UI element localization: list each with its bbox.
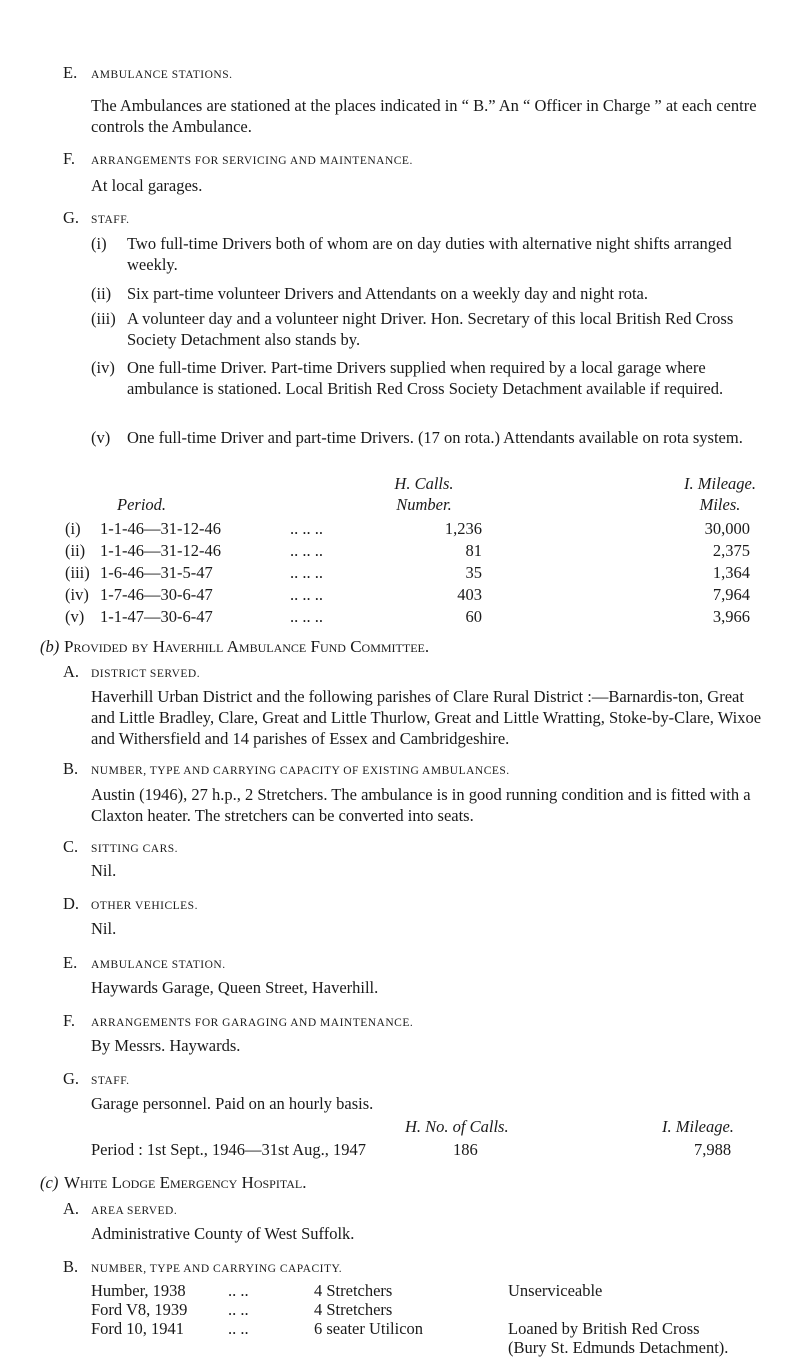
row-miles: 2,375 (712, 541, 750, 560)
vehicle-note: Loaned by British Red Cross (508, 1319, 700, 1338)
vehicle-leader-dots: .. .. (228, 1281, 249, 1300)
row-leader-dots: .. .. .. (290, 563, 323, 582)
table-col-miles: Miles. (699, 495, 741, 514)
heading-sitting-cars: SITTING CARS. (91, 843, 179, 855)
row-calls: 403 (457, 585, 482, 604)
row-period: 1-1-47—30-6-47 (100, 607, 213, 626)
section-letter-b: B. (63, 759, 79, 778)
staff-item-num: (ii) (91, 284, 112, 303)
ambulance-stations-text: The Ambulances are stationed at the places indicated in “ B.” An “ Officer in Charge ” at each centre controls the Ambulance. (91, 96, 757, 136)
section-letter-c: C. (63, 837, 79, 856)
row-period: 1-7-46—30-6-47 (100, 585, 213, 604)
part-b-title: Provided by Haverhill Ambulance Fund Committee. (64, 637, 430, 656)
staff-item-text: One full-time Driver and part-time Drivers. (17 on rota.) Attendants available on rota system. (127, 428, 743, 447)
staff-period: Period : 1st Sept., 1946—31st Aug., 1947 (91, 1140, 367, 1159)
staff-text: Garage personnel. Paid on an hourly basis. (91, 1094, 374, 1113)
staff-item-num: (iii) (91, 309, 116, 328)
row-num: (iii) (65, 563, 90, 582)
table-col-number: Number. (396, 495, 452, 514)
section-letter-e: E. (63, 63, 78, 82)
heading-ambulance-station: AMBULANCE STATION. (91, 959, 226, 971)
row-miles: 30,000 (704, 519, 750, 538)
vehicle-leader-dots: .. .. (228, 1319, 249, 1338)
row-period: 1-1-46—31-12-46 (100, 519, 221, 538)
vehicle-note: Unserviceable (508, 1281, 603, 1300)
area-served-text: Administrative County of West Suffolk. (91, 1224, 355, 1243)
section-letter-a: A. (63, 1199, 80, 1218)
section-letter-d: D. (63, 894, 80, 913)
staff-header-mileage: I. Mileage. (662, 1117, 734, 1136)
section-letter-b: B. (63, 1257, 79, 1276)
heading-ambulances: NUMBER, TYPE AND CARRYING CAPACITY OF EXISTING AMBULANCES. (91, 765, 510, 777)
row-num: (i) (65, 519, 81, 538)
section-letter-f: F. (63, 1011, 75, 1030)
staff-item-text: A volunteer day and a volunteer night Driver. Hon. Secretary of this local British Red Cross Society Detachment also stands by. (127, 309, 734, 349)
other-vehicles-text: Nil. (91, 919, 117, 938)
part-c-title: White Lodge Emergency Hospital. (64, 1173, 307, 1192)
table-header-mileage: I. Mileage. (684, 474, 756, 493)
row-miles: 1,364 (712, 563, 750, 582)
garaging-text: By Messrs. Haywards. (91, 1036, 241, 1055)
heading-staff: STAFF. (91, 1075, 130, 1087)
table-header-calls: H. Calls. (394, 474, 454, 493)
section-letter-f: F. (63, 149, 75, 168)
vehicle-capacity: 4 Stretchers (314, 1281, 393, 1300)
row-num: (v) (65, 607, 85, 626)
vehicle-name: Ford V8, 1939 (91, 1300, 188, 1319)
staff-item-num: (i) (91, 234, 107, 253)
heading-other-vehicles: OTHER VEHICLES. (91, 900, 198, 912)
sitting-cars-text: Nil. (91, 861, 117, 880)
staff-item-text: Six part-time volunteer Drivers and Attendants on a weekly day and night rota. (127, 284, 648, 303)
row-num: (iv) (65, 585, 89, 604)
vehicle-name: Humber, 1938 (91, 1281, 186, 1300)
row-leader-dots: .. .. .. (290, 541, 323, 560)
vehicle-name: Ford 10, 1941 (91, 1319, 185, 1338)
row-num: (ii) (65, 541, 86, 560)
staff-miles: 7,988 (694, 1140, 732, 1159)
heading-area-served: AREA SERVED. (91, 1205, 178, 1217)
part-c-label: (c) (40, 1173, 59, 1192)
row-period: 1-6-46—31-5-47 (100, 563, 213, 582)
district-served-text: Haverhill Urban District and the following parishes of Clare Rural District :—Barnardis-ton, Great and Little Bradley, Clare, Great and Little Thurlow, Great and Little Wratting, Stoke-by-Clare, Wixoe and Withersfield and 14 parishes of Essex and Cambridgeshire. (91, 687, 762, 748)
vehicle-leader-dots: .. .. (228, 1300, 249, 1319)
row-leader-dots: .. .. .. (290, 607, 323, 626)
row-miles: 7,964 (712, 585, 750, 604)
section-letter-g: G. (63, 1069, 80, 1088)
vehicle-note-continued: (Bury St. Edmunds Detachment). (508, 1338, 729, 1357)
heading-staff: STAFF. (91, 214, 130, 226)
staff-calls: 186 (453, 1140, 478, 1159)
row-period: 1-1-46—31-12-46 (100, 541, 221, 560)
row-leader-dots: .. .. .. (290, 585, 323, 604)
section-letter-a: A. (63, 662, 80, 681)
row-calls: 35 (465, 563, 482, 582)
heading-carrying-capacity: NUMBER, TYPE AND CARRYING CAPACITY. (91, 1263, 343, 1275)
heading-district-served: DISTRICT SERVED. (91, 668, 201, 680)
heading-garaging: ARRANGEMENTS FOR GARAGING AND MAINTENANCE. (91, 1017, 414, 1029)
vehicle-capacity: 4 Stretchers (314, 1300, 393, 1319)
row-leader-dots: .. .. .. (290, 519, 323, 538)
vehicle-capacity: 6 seater Utilicon (314, 1319, 424, 1338)
ambulance-station-text: Haywards Garage, Queen Street, Haverhill. (91, 978, 379, 997)
staff-item-text: Two full-time Drivers both of whom are on day duties with alternative night shifts arranged weekly. (127, 234, 732, 274)
row-calls: 1,236 (444, 519, 482, 538)
heading-ambulance-stations: AMBULANCE STATIONS. (91, 69, 233, 81)
staff-item-num: (iv) (91, 358, 115, 377)
row-calls: 81 (465, 541, 482, 560)
staff-header-calls: H. No. of Calls. (405, 1117, 509, 1136)
table-col-period: Period. (117, 495, 167, 514)
row-calls: 60 (465, 607, 482, 626)
row-miles: 3,966 (712, 607, 750, 626)
part-b-label: (b) (40, 637, 60, 656)
heading-servicing: ARRANGEMENTS FOR SERVICING AND MAINTENANCE. (91, 155, 413, 167)
staff-item-num: (v) (91, 428, 111, 447)
staff-item-text: One full-time Driver. Part-time Drivers supplied when required by a local garage where ambulance is stationed. Local British Red Cross Society Detachment available if required. (127, 358, 724, 398)
section-letter-e: E. (63, 953, 78, 972)
servicing-text: At local garages. (91, 176, 203, 195)
ambulances-text: Austin (1946), 27 h.p., 2 Stretchers. The ambulance is in good running condition and is fitted with a Claxton heater. The stretchers can be converted into seats. (91, 785, 751, 825)
section-letter-g: G. (63, 208, 80, 227)
